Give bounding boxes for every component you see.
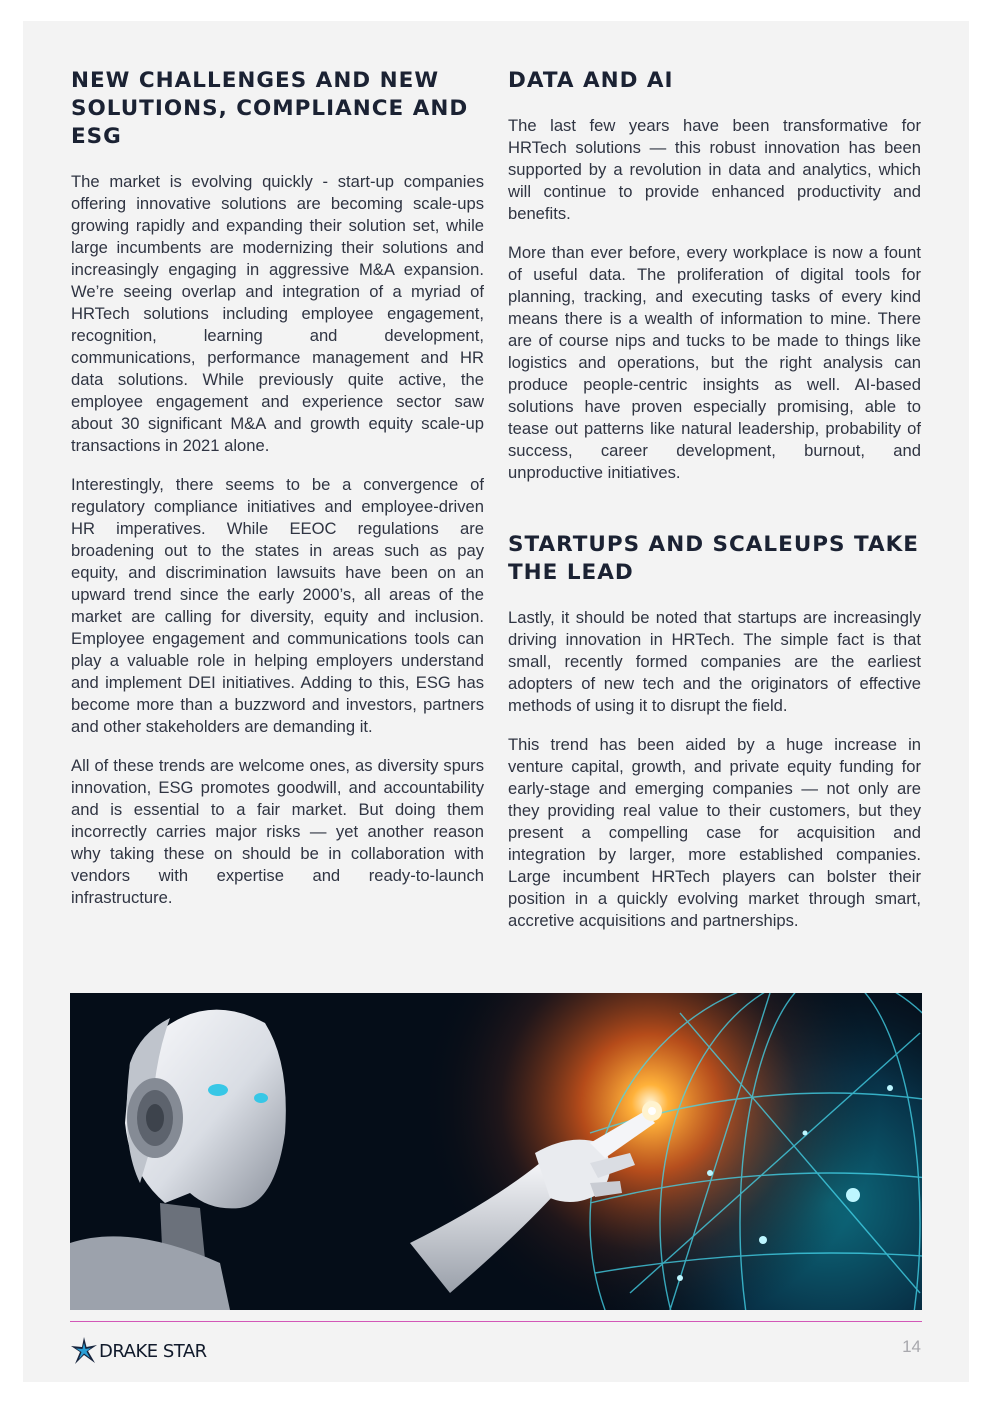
section-heading-data-ai: DATA AND AI: [508, 68, 674, 93]
left-column: [71, 67, 484, 909]
hero-image-robot-touching-network: [70, 993, 922, 1310]
right-column: [508, 67, 921, 932]
page: [23, 21, 969, 1382]
footer-divider: [70, 1321, 922, 1322]
paragraph: The last few years have been transformative for HRTech solutions — this robust innovation has been supported by a revolution in data and analytics, which will continue to provide enhanced productivity and benefits.: [508, 116, 921, 223]
paragraph: The market is evolving quickly - start-up companies offering innovative solutions are becoming scale-ups growing rapidly and expanding their solution set, while large incumbents are modernizing their solutions and increasingly engaging in aggressive M&A expansion. We’re seeing overlap and integration of a myriad of HRTech solutions including employee engagement, recognition, learning and development, communications, performance management and HR data solutions. While previously quite active, the employee engagement and experience sector saw about 30 significant M&A and growth equity scale-up transactions in 2021 alone.: [71, 172, 484, 455]
paragraph: This trend has been aided by a huge increase in venture capital, growth, and private equity funding for early-stage and emerging companies — not only are they providing real value to their customers, but they present a compelling case for acquisition and integration by larger, more established companies. Large incumbent HRTech players can bolster their position in a quickly evolving market through smart, accretive acquisitions and partnerships.: [508, 735, 921, 930]
logo-wordmark: DRAKE STAR: [99, 1340, 207, 1362]
page-number: 14: [902, 1337, 921, 1356]
section-heading-challenges: NEW CHALLENGES AND NEW SOLUTIONS, COMPLIANCE AND ESG: [71, 68, 469, 149]
paragraph: All of these trends are welcome ones, as diversity spurs innovation, ESG promotes goodwill, and accountability and is essential to a fair market. But doing them incorrectly carries major risks — yet another reason why taking these on should be in collaboration with vendors with expertise and ready-to-launch infrastructure.: [71, 756, 484, 907]
paragraph: Interestingly, there seems to be a convergence of regulatory compliance initiatives and employee-driven HR imperatives. While EEOC regulations are broadening out to the states in areas such as pay equity, and discrimination lawsuits have been on an upward trend since the early 2000’s, all areas of the market are calling for diversity, equity and inclusion. Employee engagement and communications tools can play a valuable role in helping employers understand and implement DEI initiatives. Adding to this, ESG has become more than a buzzword and investors, partners and other stakeholders are demanding it.: [71, 475, 484, 736]
drake-star-logo: [71, 1337, 207, 1365]
section-heading-startups: STARTUPS AND SCALEUPS TAKE THE LEAD: [508, 532, 919, 585]
star-logo-icon: [71, 1337, 97, 1365]
paragraph: More than ever before, every workplace is now a fount of useful data. The proliferation of digital tools for planning, tracking, and executing tasks of every kind means there is a wealth of information to mine. There are of course nips and tucks to be made to things like logistics and operations, but the right analysis can produce people-centric insights as well. AI-based solutions have proven especially promising, able to tease out patterns like natural leadership, probability of success, career development, burnout, and unproductive initiatives.: [508, 243, 921, 482]
paragraph: Lastly, it should be noted that startups are increasingly driving innovation in HRTech. The simple fact is that small, recently formed companies are the earliest adopters of new tech and the originators of effective methods of using it to disrupt the field.: [508, 608, 921, 715]
